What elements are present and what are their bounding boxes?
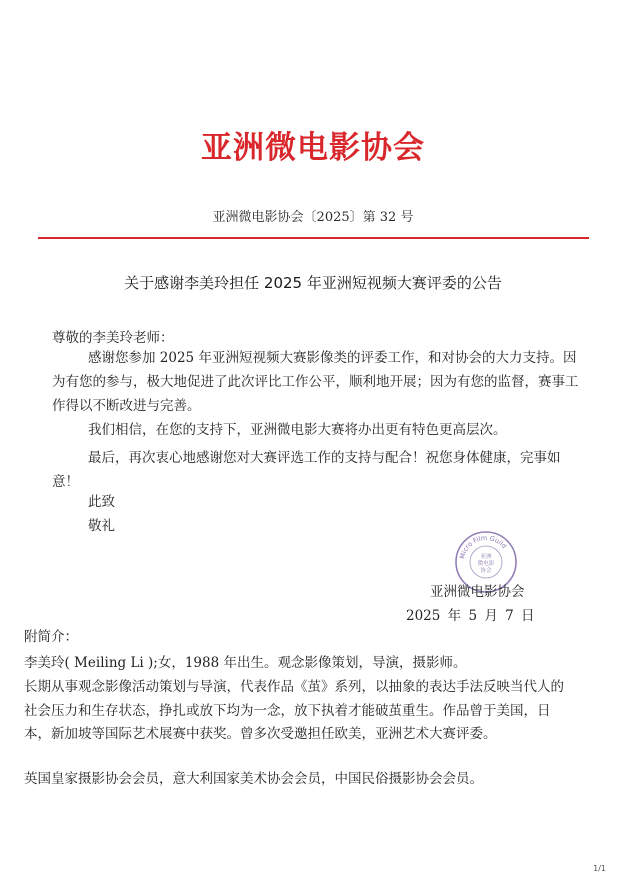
letterhead-title: 亚洲微电影协会 — [201, 130, 425, 166]
letter-paragraph-1: 感谢您参加 2025 年亚洲短视频大赛影像类的评委工作，和对协会的大力支持。因为有您的参与，极大地促进了此次评比工作公平，顺利地开展；因为有您的监督，赛事工作得以不断改进与完善。 — [52, 350, 579, 414]
bio-line-1: 李美玲( Meiling Li );女，1988 年出生。观念影像策划，导演，摄影师。 — [24, 655, 467, 671]
svg-text:协会: 协会 — [480, 568, 492, 574]
letterhead-divider — [38, 237, 589, 239]
svg-text:Micro Film Guild: Micro Film Guild — [458, 533, 509, 560]
closing-line-1: 此致 — [88, 494, 115, 510]
svg-text:微电影: 微电影 — [477, 561, 495, 567]
bio-heading: 附简介： — [24, 629, 78, 645]
page-number: 1/1 — [593, 864, 606, 873]
letter-paragraph-2: 我们相信，在您的支持下，亚洲微电影大赛将办出更有特色更高层次。 — [88, 422, 507, 438]
svg-text:亚洲: 亚洲 — [480, 554, 492, 560]
bio-line-2: 长期从事观念影像活动策划与导演，代表作品《茧》系列，以抽象的表达手法反映当代人的社会压力和生存状态，挣扎或放下均为一念，放下执着才能破茧重生。作品曾于美国，日本，新加坡等国际艺术展赛中获奖。曾多次受邀担任欧美，亚洲艺术大赛评委。 — [24, 679, 564, 742]
closing-line-2: 敬礼 — [88, 518, 115, 534]
letter-paragraph-3: 最后，再次衷心地感谢您对大赛评选工作的支持与配合！祝您身体健康，完事如意！ — [52, 450, 561, 490]
bio-line-3: 英国皇家摄影协会会员，意大利国家美术协会会员，中国民俗摄影协会会员。 — [24, 771, 483, 787]
signature-organization: 亚洲微电影协会 — [430, 584, 525, 600]
document-number: 亚洲微电影协会〔2025〕第 32 号 — [212, 210, 414, 225]
signature-date: 2025 年 5 月 7 日 — [406, 608, 535, 624]
announcement-title: 关于感谢李美玲担任 2025 年亚洲短视频大赛评委的公告 — [124, 274, 502, 292]
salutation: 尊敬的李美玲老师： — [52, 330, 174, 346]
